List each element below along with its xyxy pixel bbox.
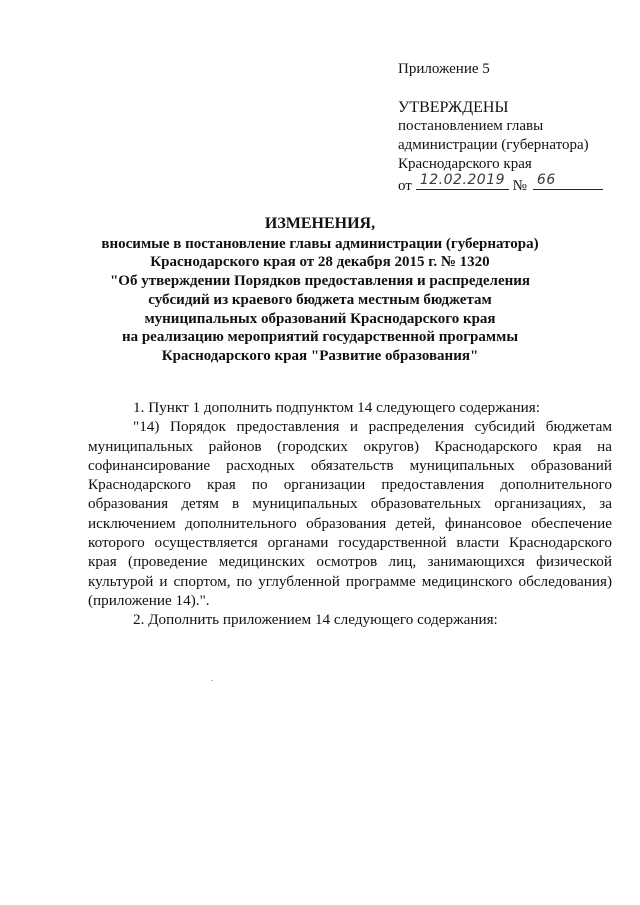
title-line-6: на реализацию мероприятий государственной программы <box>121 329 519 346</box>
title-line-5: муниципальных образований Краснодарского края <box>144 310 496 327</box>
document-body <box>88 398 612 630</box>
sub14-line-9: культурой и спортом, по углубленной программе медицинского обследования) <box>88 572 612 590</box>
approval-stamp-block <box>398 60 613 193</box>
sub14-line-2: муниципальных районов (городских округов) Краснодарского края на <box>88 437 612 455</box>
sub14-line-6: исключением дополнительного образования детей, финансовое обеспечение <box>88 514 612 532</box>
title-line-3: "Об утверждении Порядков предоставления и распределения <box>109 273 531 290</box>
date-prefix: от <box>398 178 412 194</box>
approval-line-3: Краснодарского края <box>398 156 532 172</box>
date-blank <box>416 174 509 190</box>
approval-line-1: постановлением главы <box>398 118 544 134</box>
paragraph-item-1: 1. Пункт 1 дополнить подпунктом 14 следующего содержания: <box>133 399 540 416</box>
sub14-line-5: образования детям в муниципальных образовательных организациях, за <box>88 495 612 513</box>
sub14-line-10: (приложение 14).". <box>88 591 210 609</box>
document-title <box>90 215 550 366</box>
title-line-1: вносимые в постановление главы администрации (губернатора) <box>101 235 539 252</box>
approval-line-2: администрации (губернатора) <box>398 137 589 153</box>
title-line-4: субсидий из краевого бюджета местным бюджетам <box>148 291 492 308</box>
handwritten-date: 12.02.2019 <box>419 172 506 188</box>
handwritten-number: 66 <box>536 172 556 188</box>
scan-speck <box>211 680 213 681</box>
title-heading: ИЗМЕНЕНИЯ, <box>264 215 376 232</box>
date-number-line <box>398 174 613 193</box>
title-line-7: Краснодарского края "Развитие образования" <box>161 347 479 364</box>
paragraph-item-2: 2. Дополнить приложением 14 следующего содержания: <box>133 611 498 629</box>
appendix-label: Приложение 5 <box>398 61 490 77</box>
approved-label: УТВЕРЖДЕНЫ <box>398 99 509 116</box>
sub14-line-8: края (проведение медицинских осмотров лиц, занимающихся физической <box>88 553 612 571</box>
title-line-2: Краснодарского края от 28 декабря 2015 г. № 1320 <box>150 254 490 271</box>
sub14-line-7: которого осуществляется органами государственной власти Краснодарского <box>88 534 612 552</box>
sub14-line-1: "14) Порядок предоставления и распределения субсидий бюджетам <box>133 418 612 436</box>
number-prefix: № <box>512 178 527 194</box>
number-blank <box>533 174 603 190</box>
sub14-line-3: софинансирование расходных обязательств муниципальных образований <box>88 456 612 474</box>
sub14-line-4: Краснодарского края по организации предоставления дополнительного <box>88 476 612 494</box>
